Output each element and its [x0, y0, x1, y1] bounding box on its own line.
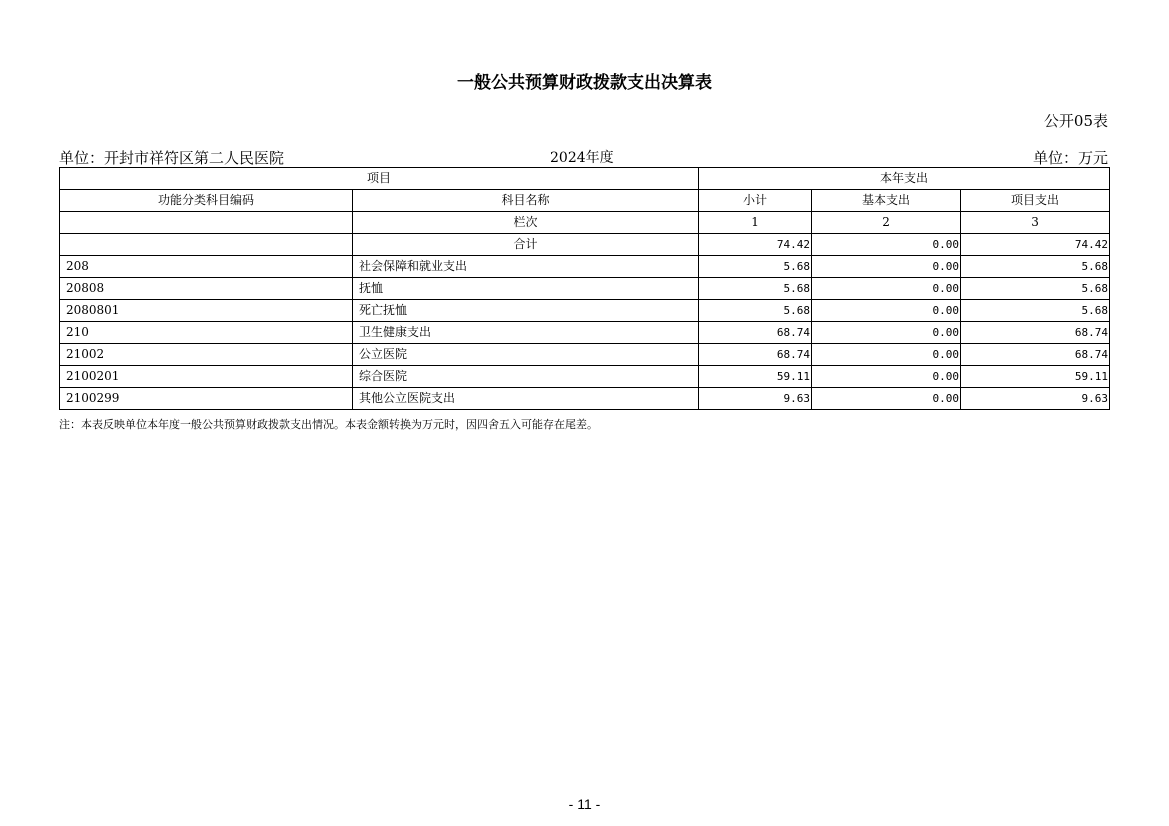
total-label: 合计 — [353, 234, 699, 256]
cell-basic: 0.00 — [812, 256, 961, 278]
expense-table — [59, 167, 1110, 410]
cell-code: 20808 — [60, 278, 353, 300]
total-subtotal: 74.42 — [699, 234, 812, 256]
cell-project: 9.63 — [961, 388, 1110, 410]
cell-code: 2080801 — [60, 300, 353, 322]
page-title: 一般公共预算财政拨款支出决算表 — [457, 73, 712, 93]
cell-basic: 0.00 — [812, 300, 961, 322]
column-index-3: 3 — [961, 212, 1110, 234]
table-row — [60, 366, 1110, 388]
column-index-1: 1 — [699, 212, 812, 234]
table-row — [60, 300, 1110, 322]
column-index-empty — [60, 212, 353, 234]
fiscal-year: 2024年度 — [550, 150, 614, 166]
total-basic: 0.00 — [812, 234, 961, 256]
cell-code: 208 — [60, 256, 353, 278]
table-row — [60, 278, 1110, 300]
column-label: 栏次 — [353, 212, 699, 234]
cell-code: 21002 — [60, 344, 353, 366]
cell-basic: 0.00 — [812, 344, 961, 366]
cell-subtotal: 68.74 — [699, 322, 812, 344]
header-project: 项目 — [60, 168, 699, 190]
header-row-1 — [60, 168, 1110, 190]
cell-name: 综合医院 — [353, 366, 699, 388]
cell-name: 死亡抚恤 — [353, 300, 699, 322]
cell-basic: 0.00 — [812, 278, 961, 300]
cell-subtotal: 68.74 — [699, 344, 812, 366]
header-subtotal: 小计 — [699, 190, 812, 212]
cell-subtotal: 9.63 — [699, 388, 812, 410]
cell-project: 59.11 — [961, 366, 1110, 388]
page-number: - 11 - — [568, 796, 601, 812]
footnote: 注：本表反映单位本年度一般公共预算财政拨款支出情况。本表金额转换为万元时，因四舍五入可能存在尾差。 — [59, 418, 598, 431]
header-row-2 — [60, 190, 1110, 212]
cell-project: 5.68 — [961, 300, 1110, 322]
header-basic: 基本支出 — [812, 190, 961, 212]
table-row — [60, 322, 1110, 344]
cell-basic: 0.00 — [812, 322, 961, 344]
header-project-expense: 项目支出 — [961, 190, 1110, 212]
cell-subtotal: 5.68 — [699, 300, 812, 322]
cell-project: 5.68 — [961, 256, 1110, 278]
cell-subtotal: 5.68 — [699, 256, 812, 278]
cell-basic: 0.00 — [812, 366, 961, 388]
cell-project: 68.74 — [961, 322, 1110, 344]
table-row — [60, 256, 1110, 278]
currency-unit: 单位：万元 — [1032, 149, 1108, 167]
table-row — [60, 388, 1110, 410]
form-number: 公开05表 — [1043, 112, 1108, 130]
cell-code: 2100201 — [60, 366, 353, 388]
cell-code: 210 — [60, 322, 353, 344]
cell-basic: 0.00 — [812, 388, 961, 410]
reporting-unit: 单位：开封市祥符区第二人民医院 — [59, 149, 285, 167]
cell-subtotal: 5.68 — [699, 278, 812, 300]
column-index-2: 2 — [812, 212, 961, 234]
header-name: 科目名称 — [353, 190, 699, 212]
cell-name: 其他公立医院支出 — [353, 388, 699, 410]
total-project: 74.42 — [961, 234, 1110, 256]
total-empty — [60, 234, 353, 256]
cell-project: 68.74 — [961, 344, 1110, 366]
table-row — [60, 344, 1110, 366]
cell-name: 卫生健康支出 — [353, 322, 699, 344]
column-index-row — [60, 212, 1110, 234]
header-current-year-expense: 本年支出 — [699, 168, 1110, 190]
cell-name: 公立医院 — [353, 344, 699, 366]
total-row — [60, 234, 1110, 256]
cell-code: 2100299 — [60, 388, 353, 410]
header-code: 功能分类科目编码 — [60, 190, 353, 212]
cell-project: 5.68 — [961, 278, 1110, 300]
cell-subtotal: 59.11 — [699, 366, 812, 388]
cell-name: 抚恤 — [353, 278, 699, 300]
cell-name: 社会保障和就业支出 — [353, 256, 699, 278]
